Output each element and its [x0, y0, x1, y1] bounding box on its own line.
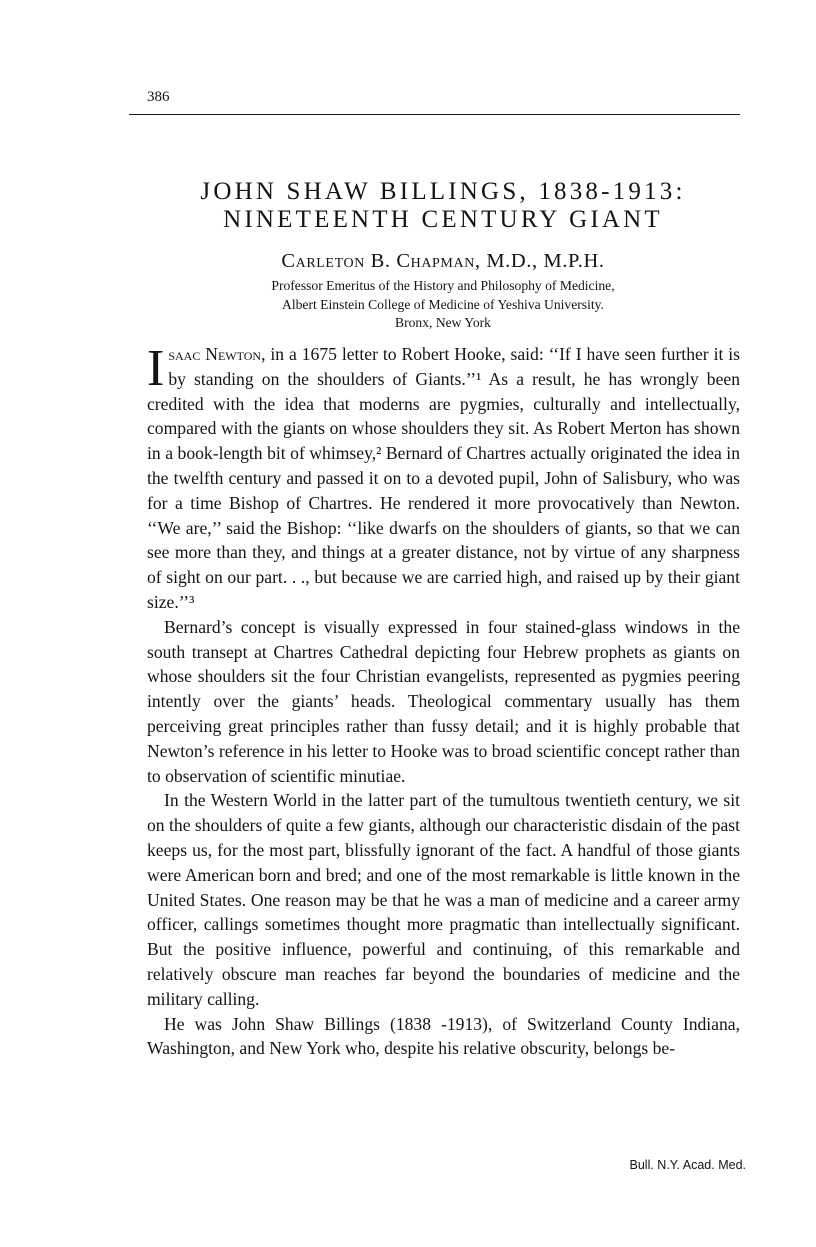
paragraph-2: Bernard’s concept is visually expressed in four stained-glass windows in the south transept at Chartres Cathedral depicting four Hebrew prophets as giants on whose shoulders sit the four Christian evangelists, represented as pygmies peering intently over the giants’ heads. Theological commentary usually has them perceiving great principles rather than fussy detail; and it is highly probable that Newton’s reference in his letter to Hooke was to broad scientific concept rather than to observation of scientific minutiae. [147, 616, 740, 786]
header-rule [129, 114, 740, 115]
title-line-1: JOHN SHAW BILLINGS, 1838-1913: [200, 178, 686, 205]
paragraph-4: He was John Shaw Billings (1838 -1913), of Switzerland County Indiana, Washington, and New York who, despite his relative obscurity, belongs be- [147, 1013, 740, 1059]
affiliation-line-1: Professor Emeritus of the History and Philosophy of Medicine, [271, 278, 615, 293]
article-body [147, 342, 740, 1061]
author-affiliation [0, 277, 816, 333]
paragraph-1-text: , in a 1675 letter to Robert Hooke, said: ‘‘If I have seen further it is by standing on the shoulders of Giants.’’¹ As a result, he has wrongly been credited with the idea that moderns are pygmies, culturally and intellectually, compared with the giants on whose shoulders they sit. As Robert Merton has shown in a book-length bit of whimsey,² Bernard of Chartres actually originated the idea in the twelfth century and passed it on to a devoted pupil, John of Salisbury, who was for a time Bishop of Chartres. He rendered it more provocatively than Newton. ‘‘We are,’’ said the Bishop: ‘‘like dwarfs on the shoulders of giants, so that we can see more than they, and things at a greater distance, not by virtue of any sharpness of sight on our part. . ., but because we are carried high, and raised up by their giant size.’’³ [147, 344, 741, 612]
affiliation-line-3: Bronx, New York [395, 315, 491, 330]
article-title [0, 178, 816, 234]
author-name: Carleton B. Chapman, M.D., M.P.H. [281, 250, 605, 272]
affiliation-line-2: Albert Einstein College of Medicine of Yeshiva University. [282, 296, 604, 312]
lead-in: saac Newton [168, 344, 262, 364]
drop-cap: I [147, 340, 165, 397]
page-number: 386 [147, 89, 170, 105]
journal-footer: Bull. N.Y. Acad. Med. [629, 1158, 746, 1172]
paragraph-3: In the Western World in the latter part of the tumultous twentieth century, we sit on the shoulders of quite a few giants, although our characteristic disdain of the past keeps us, for the most part, blissfully ignorant of the fact. A handful of those giants were American born and bred; and one of the most remarkable is little known in the United States. One reason may be that he was a man of medicine and a career army officer, callings sometimes thought more pragmatic than intellectually significant. But the positive influence, powerful and continuing, of this remarkable and relatively obscure man reaches far beyond the boundaries of medicine and the military calling. [147, 790, 740, 1009]
title-line-2: NINETEENTH CENTURY GIANT [223, 206, 663, 233]
paragraph-1 [147, 342, 740, 615]
